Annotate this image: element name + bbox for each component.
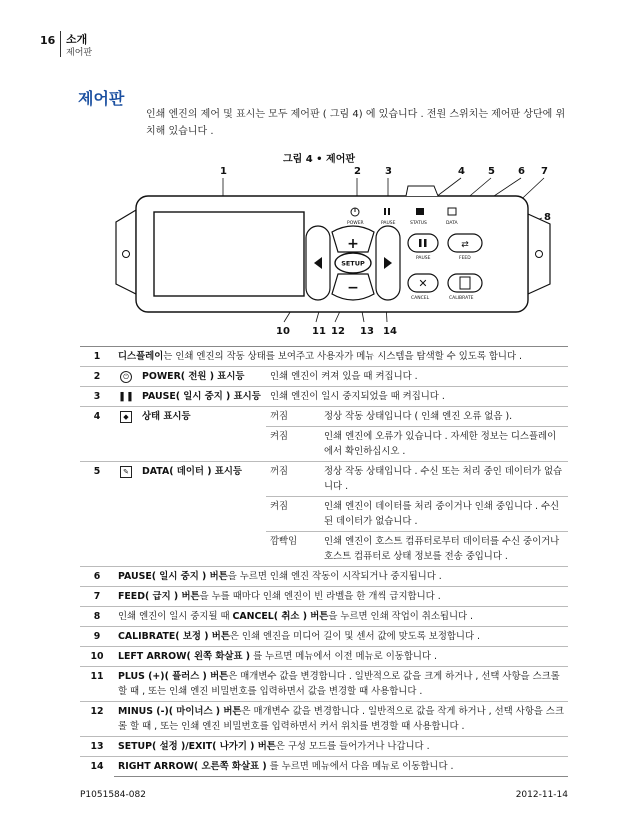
state-desc: 인쇄 엔진이 호스트 컴퓨터로부터 데이터를 수신 중이거나 호스트 컴퓨터로 상태 정보를 전송 중입니다 . [320,532,568,567]
pause-indicator-label: PAUSE [381,221,396,226]
row-number: 13 [80,737,114,757]
callout-12: 12 [331,326,345,337]
row-term: FEED( 급지 ) 버튼 [118,591,200,602]
table-row [80,702,568,737]
control-panel-legend [80,346,568,777]
table-row [80,407,568,427]
row-term: POWER( 전원 ) 표시등 [138,367,266,387]
row-number: 11 [80,667,114,702]
status-icon: ◆ [120,411,132,423]
callout-7: 7 [541,166,548,177]
table-row [80,647,568,667]
state-label: 꺼짐 [266,407,320,427]
data-label: DATA [446,221,458,226]
row-number: 5 [80,462,114,567]
row-text: 은 매개변수 값을 변경합니다 . 일반적으로 값을 크게 하거나 , 선택 사항을 스크롤 할 때 , 또는 인쇄 엔진 비밀번호를 입력하면서 값을 변경할 때 사용합니다 . [118,671,560,697]
table-row [80,627,568,647]
row-number: 2 [80,367,114,387]
table-row [80,387,568,407]
data-icon: ✎ [120,466,132,478]
feed-button-label: FEED [459,256,471,261]
section-title: 제어판 [78,89,125,108]
cancel-button-label: CANCEL [411,296,430,301]
callout-2: 2 [354,166,361,177]
row-number: 1 [80,347,114,367]
callout-14: 14 [383,326,397,337]
status-label: STATUS [410,221,427,226]
row-term: 상태 표시등 [138,407,266,462]
callout-13: 13 [360,326,374,337]
state-label: 켜짐 [266,427,320,462]
callout-3: 3 [385,166,392,177]
state-label: 켜짐 [266,497,320,532]
row-term: SETUP( 설정 )/EXIT( 나가기 ) 버튼 [118,741,276,752]
row-term: DATA( 데이터 ) 표시등 [138,462,266,567]
row-text: 을 누르면 인쇄 엔진 작동이 시작되거나 중지됩니다 . [227,571,442,582]
row-number: 8 [80,607,114,627]
row-term: CANCEL( 취소 ) 버튼 [232,611,329,622]
figure-caption: 그림 4 • 제어판 [282,154,356,165]
table-row [80,367,568,387]
callout-11: 11 [312,326,326,337]
row-number: 6 [80,567,114,587]
header-divider [60,31,61,57]
state-label: 꺼짐 [266,462,320,497]
power-icon: ⏻ [120,371,132,383]
row-number: 14 [80,757,114,777]
table-row [80,567,568,587]
row-number: 7 [80,587,114,607]
section-subtitle: 제어판 [66,48,93,58]
row-term: PAUSE( 일시 중지 ) 표시등 [138,387,266,407]
table-row [80,737,568,757]
row-term: RIGHT ARROW( 오른쪽 화살표 ) [118,761,267,772]
table-row [80,587,568,607]
svg-text:✕: ✕ [418,277,428,290]
callout-5: 5 [488,166,495,177]
row-text: 를 누르면 메뉴에서 다음 메뉴로 이동합니다 . [266,761,454,772]
row-number: 4 [80,407,114,462]
table-row [80,607,568,627]
row-number: 12 [80,702,114,737]
pause-icon: ❚❚ [118,391,134,402]
calibrate-button-label: CALIBRATE [449,296,474,301]
row-term: 디스플레이 [118,351,164,362]
row-text: 를 누르면 메뉴에서 이전 메뉴로 이동합니다 . [250,651,437,662]
pause-button-label: PAUSE [416,256,431,261]
callout-10: 10 [276,326,290,337]
table-row [80,347,568,367]
row-term: CALIBRATE( 보정 ) 버튼 [118,631,230,642]
row-text: 은 매개변수 값을 변경합니다 . 일반적으로 값을 작게 하거나 , 선택 사항을 스크롤 할 때 , 또는 인쇄 엔진 비밀번호를 입력하면서 커서 위치를 변경할 때 사용합니다 . [118,706,564,732]
row-text: 을 누를 때마다 인쇄 엔진이 빈 라벨을 한 개씩 급지합니다 . [199,591,441,602]
table-row [80,462,568,497]
row-text: 인쇄 엔진이 일시 중지되었을 때 켜집니다 . [266,387,568,407]
page-number: 16 [40,34,56,47]
callout-6: 6 [518,166,525,177]
row-text: 은 구성 모드를 들어가거나 나갑니다 . [275,741,430,752]
row-text: 는 인쇄 엔진의 작동 상태를 보여주고 사용자가 메뉴 시스템을 탐색할 수 있도록 합니다 . [163,351,522,362]
state-desc: 인쇄 엔진이 데이터를 처리 중이거나 인쇄 중입니다 . 수신된 데이터가 없습니다 . [320,497,568,532]
state-desc: 정상 작동 상태입니다 ( 인쇄 엔진 오류 없음 ). [320,407,568,427]
row-term: LEFT ARROW( 왼쪽 화살표 ) [118,651,251,662]
intro-paragraph: 인쇄 엔진의 제어 및 표시는 모두 제어판 ( 그림 4) 에 있습니다 . 전원 스위치는 제어판 상단에 위치해 있습니다 . [146,109,566,137]
display-screen [154,212,304,296]
table-row [80,667,568,702]
row-text: 인쇄 엔진이 켜져 있을 때 켜집니다 . [266,367,568,387]
setup-label: SETUP [341,259,365,268]
row-number: 3 [80,387,114,407]
row-number: 9 [80,627,114,647]
row-text: 은 인쇄 엔진을 미디어 길이 및 센서 값에 맞도록 보정합니다 . [229,631,481,642]
row-term: PLUS (+)( 플러스 ) 버튼 [118,671,229,682]
plus-label: + [347,236,359,252]
row-term: MINUS (-)( 마이너스 ) 버튼 [118,706,242,717]
callout-8: 8 [544,212,551,223]
row-text-prefix: 인쇄 엔진이 일시 중지될 때 [118,611,233,622]
document-date: 2012-11-14 [515,790,568,800]
callout-1: 1 [220,166,227,177]
table-row [80,757,568,777]
control-panel-figure [98,162,568,340]
row-text: 을 누르면 인쇄 작업이 취소됩니다 . [328,611,474,622]
row-term: PAUSE( 일시 중지 ) 버튼 [118,571,228,582]
power-label: POWER [347,221,364,226]
state-desc: 인쇄 엔진에 오류가 있습니다 . 자세한 정보는 디스플레이에서 확인하십시오 . [320,427,568,462]
minus-label: − [347,280,359,296]
state-label: 깜빡임 [266,532,320,567]
state-desc: 정상 작동 상태입니다 . 수신 또는 처리 중인 데이터가 없습니다 . [320,462,568,497]
chapter-title: 소개 [66,33,88,46]
svg-text:⇄: ⇄ [461,240,469,250]
document-number: P1051584-082 [80,790,146,800]
row-number: 10 [80,647,114,667]
callout-4: 4 [458,166,465,177]
